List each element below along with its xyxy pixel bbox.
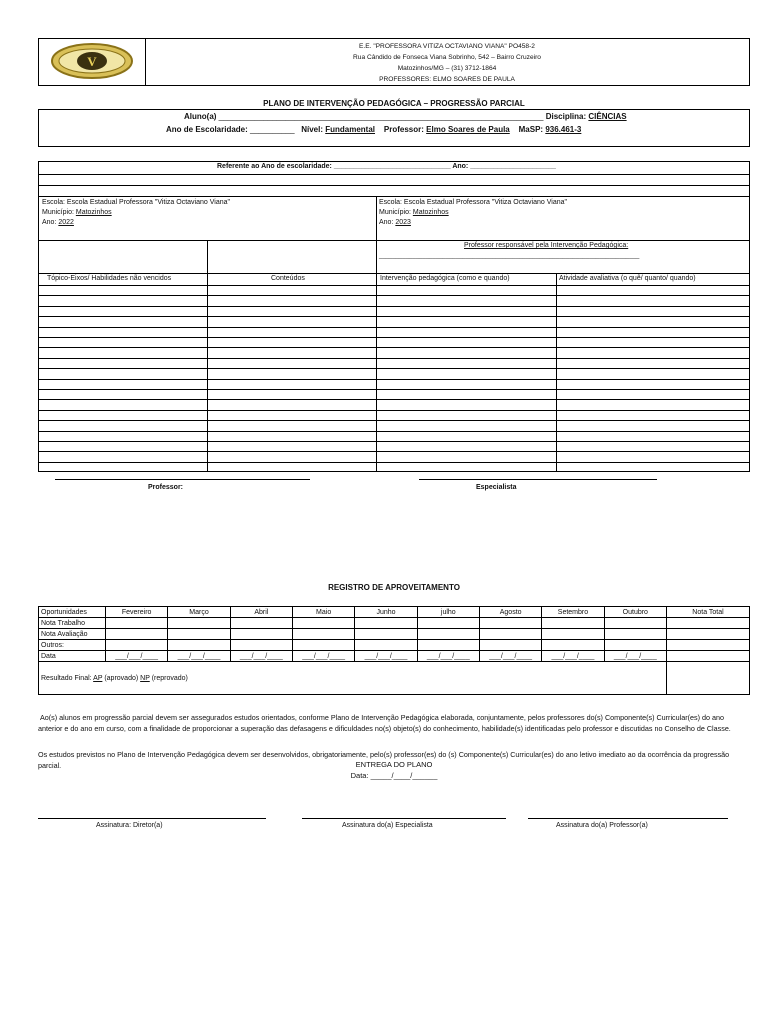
registro-cell[interactable] bbox=[355, 629, 417, 640]
table-row-line[interactable] bbox=[39, 389, 749, 390]
registro-cell[interactable] bbox=[106, 618, 168, 629]
registro-cell[interactable] bbox=[542, 629, 604, 640]
np-option[interactable]: NP bbox=[140, 674, 150, 682]
table-row-line[interactable] bbox=[39, 285, 749, 286]
right-escola: Escola: Escola Estadual Professora "Vitiza Octaviano Viana" bbox=[379, 199, 567, 206]
registro-cell[interactable] bbox=[542, 640, 604, 651]
registro-cell[interactable] bbox=[292, 629, 354, 640]
registro-row-label: Nota Trabalho bbox=[39, 618, 106, 629]
aluno-label: Aluno(a) bbox=[184, 112, 217, 121]
diretor-signature-label: Assinatura: Diretor(a) bbox=[96, 822, 163, 829]
table-row-line[interactable] bbox=[39, 410, 749, 411]
table-row-line[interactable] bbox=[39, 462, 749, 463]
registro-cell[interactable] bbox=[106, 640, 168, 651]
registro-cell[interactable] bbox=[604, 629, 666, 640]
registro-header-cell: Oportunidades bbox=[39, 607, 106, 618]
aluno-line bbox=[184, 112, 627, 121]
registro-cell[interactable] bbox=[230, 629, 292, 640]
registro-cell[interactable] bbox=[417, 629, 479, 640]
diretor-signature-line[interactable] bbox=[38, 818, 266, 819]
table-row-line[interactable] bbox=[39, 399, 749, 400]
registro-cell[interactable] bbox=[417, 618, 479, 629]
registro-title: REGISTRO DE APROVEITAMENTO bbox=[328, 583, 460, 592]
professor2-signature-line[interactable] bbox=[528, 818, 728, 819]
registro-header-cell: Março bbox=[168, 607, 230, 618]
referente-field[interactable]: ______________________________ bbox=[333, 163, 451, 170]
intervention-table bbox=[38, 161, 750, 472]
col-header-atividade: Atividade avaliativa (o quê/ quanto/ quando) bbox=[559, 275, 696, 282]
especialista2-signature-line[interactable] bbox=[302, 818, 506, 819]
plan-title: PLANO DE INTERVENÇÃO PEDAGÓGICA – PROGRESSÃO PARCIAL bbox=[263, 99, 525, 108]
registro-cell[interactable]: ___/___/____ bbox=[230, 651, 292, 662]
professor-value: Elmo Soares de Paula bbox=[426, 125, 510, 134]
col-header-conteudos: Conteúdos bbox=[271, 275, 305, 282]
student-info-box bbox=[38, 109, 750, 147]
registro-cell[interactable] bbox=[168, 640, 230, 651]
right-school-block: Escola: Escola Estadual Professora "Vitiza Octaviano Viana" Município: Matozinhos Ano: 2023 bbox=[379, 199, 567, 226]
table-row-line[interactable] bbox=[39, 368, 749, 369]
registro-cell[interactable] bbox=[230, 618, 292, 629]
registro-header-cell: julho bbox=[417, 607, 479, 618]
registro-cell[interactable] bbox=[292, 618, 354, 629]
ap-option[interactable]: AP bbox=[93, 674, 103, 682]
professor-signature-line[interactable] bbox=[55, 479, 310, 480]
referente-line: Referente ao Ano de escolaridade: ______________________________ Ano: ______________________ bbox=[217, 163, 556, 170]
registro-row-label: Outros: bbox=[39, 640, 106, 651]
paragraph-estudos: Ao(s) alunos em progressão parcial devem ser assegurados estudos orientados, conforme Plano de Intervenção Pedagógica elaborada, conjuntamente, pelos professores do(s) Componente(s) Curricular(es) do ano anterior e do ano em curso, com a finalidade de proporcionar a superação das defasagens e dificuldades no(s) objeto(s) do conhecimento, habilidade(s) identificadas pelo professor e discutidas no Conselho de Classe. bbox=[38, 713, 731, 733]
registro-cell[interactable]: ___/___/____ bbox=[479, 651, 541, 662]
registro-cell[interactable]: ___/___/____ bbox=[604, 651, 666, 662]
nivel-value: Fundamental bbox=[325, 125, 376, 134]
registro-cell[interactable]: ___/___/____ bbox=[292, 651, 354, 662]
especialista-signature-line[interactable] bbox=[419, 479, 657, 480]
disciplina-label: Disciplina: bbox=[545, 112, 587, 121]
professor-signature-label: Professor: bbox=[148, 484, 184, 491]
disciplina-value: CIÊNCIAS bbox=[588, 112, 627, 121]
table-row-line[interactable] bbox=[39, 431, 749, 432]
registro-cell[interactable] bbox=[604, 640, 666, 651]
left-school-block: Escola: Escola Estadual Professora "Vitiza Octaviano Viana" Município: Matozinhos Ano: 2022 bbox=[42, 199, 230, 226]
registro-cell[interactable] bbox=[168, 629, 230, 640]
school-name: E.E. "PROFESSORA VITIZA OCTAVIANO VIANA" PO458-2 bbox=[359, 43, 535, 50]
registro-cell[interactable] bbox=[479, 618, 541, 629]
nivel-label: Nível: bbox=[301, 125, 323, 134]
masp-label: MaSP: bbox=[518, 125, 544, 134]
school-address: Rua Cândido de Fonseca Viana Sobrinho, 542 – Bairro Cruzeiro bbox=[353, 54, 541, 61]
registro-header-cell: Junho bbox=[355, 607, 417, 618]
table-row-line[interactable] bbox=[39, 337, 749, 338]
school-logo bbox=[39, 39, 145, 85]
table-row-line[interactable] bbox=[39, 358, 749, 359]
registro-cell[interactable] bbox=[479, 640, 541, 651]
registro-cell[interactable] bbox=[667, 651, 750, 662]
entrega-date[interactable]: Data: _____/____/______ bbox=[350, 771, 438, 780]
registro-cell[interactable] bbox=[230, 640, 292, 651]
registro-header-cell: Maio bbox=[292, 607, 354, 618]
table-row-line[interactable] bbox=[39, 295, 749, 296]
paragraph-previstos: Os estudos previstos no Plano de Intervenção Pedagógica devem ser desenvolvidos, obrigatoriamente, pelo(s) professor(es) do (s) Componente(s) Curricular(es) do ano letivo imediato ao da ocorrência da progressão parcial. bbox=[38, 750, 730, 770]
registro-row-label: Data bbox=[39, 651, 106, 662]
referente-ano-field[interactable]: ______________________ bbox=[470, 163, 556, 170]
registro-cell[interactable] bbox=[667, 629, 750, 640]
left-escola: Escola: Escola Estadual Professora "Vitiza Octaviano Viana" bbox=[42, 199, 230, 206]
table-row-line[interactable] bbox=[39, 451, 749, 452]
registro-header-cell: Outubro bbox=[604, 607, 666, 618]
table-row-line[interactable] bbox=[39, 327, 749, 328]
registro-cell[interactable] bbox=[355, 640, 417, 651]
registro-cell[interactable]: ___/___/____ bbox=[417, 651, 479, 662]
registro-cell[interactable] bbox=[355, 618, 417, 629]
registro-cell[interactable] bbox=[417, 640, 479, 651]
table-row-line[interactable] bbox=[39, 441, 749, 442]
registro-header-cell: Nota Total bbox=[667, 607, 750, 618]
table-row-line[interactable] bbox=[39, 347, 749, 348]
registro-header-cell: Agosto bbox=[479, 607, 541, 618]
registro-header-cell: Setembro bbox=[542, 607, 604, 618]
professor-label: Professor: bbox=[383, 125, 424, 134]
left-municipio: Matozinhos bbox=[75, 209, 112, 216]
registro-cell[interactable] bbox=[667, 618, 750, 629]
professor2-signature-label: Assinatura do(a) Professor(a) bbox=[556, 822, 648, 829]
table-row-line[interactable] bbox=[39, 306, 749, 307]
registro-cell[interactable] bbox=[667, 640, 750, 651]
right-municipio: Matozinhos bbox=[412, 209, 449, 216]
col-header-intervencao: Intervenção pedagógica (como e quando) bbox=[380, 275, 510, 282]
registro-cell[interactable]: ___/___/____ bbox=[106, 651, 168, 662]
registro-row-label: Nota Avaliação bbox=[39, 629, 106, 640]
registro-header-cell: Fevereiro bbox=[106, 607, 168, 618]
registro-cell[interactable] bbox=[604, 618, 666, 629]
table-row-line[interactable] bbox=[39, 379, 749, 380]
prof-responsavel-field[interactable]: ______________________________________________________________________________ bbox=[379, 253, 640, 259]
registro-cell[interactable] bbox=[292, 640, 354, 651]
masp-value: 936.461-3 bbox=[545, 125, 582, 134]
school-professors: PROFESSORES: ELMO SOARES DE PAULA bbox=[379, 76, 515, 83]
school-city-phone: Matozinhos/MG – (31) 3712-1864 bbox=[397, 65, 497, 72]
prof-responsavel-label: Professor responsável pela Intervenção Pedagógica: bbox=[464, 242, 629, 249]
resultado-total-cell[interactable] bbox=[667, 662, 750, 695]
table-row-line[interactable] bbox=[39, 316, 749, 317]
entrega-title: ENTREGA DO PLANO bbox=[355, 760, 433, 769]
registro-cell[interactable] bbox=[479, 629, 541, 640]
registro-header-cell: Abril bbox=[230, 607, 292, 618]
especialista2-signature-label: Assinatura do(a) Especialista bbox=[342, 822, 433, 829]
registro-table bbox=[38, 606, 750, 695]
especialista-signature-label: Especialista bbox=[476, 484, 517, 491]
registro-cell[interactable] bbox=[168, 618, 230, 629]
aluno-field[interactable]: _________________________________________________________________________ bbox=[218, 112, 544, 121]
table-row-line[interactable] bbox=[39, 420, 749, 421]
registro-cell[interactable] bbox=[542, 618, 604, 629]
col-header-topico: Tópico-Eixos/ Habilidades não vencidos bbox=[47, 275, 172, 282]
registro-cell[interactable]: ___/___/____ bbox=[168, 651, 230, 662]
registro-cell[interactable]: ___/___/____ bbox=[542, 651, 604, 662]
resultado-final-cell: Resultado Final: AP (aprovado) NP (reprovado) bbox=[39, 662, 667, 695]
registro-cell[interactable] bbox=[106, 629, 168, 640]
registro-cell[interactable]: ___/___/____ bbox=[355, 651, 417, 662]
document-header bbox=[38, 38, 750, 86]
ano-escolaridade-label: Ano de Escolaridade: bbox=[166, 125, 248, 134]
ano-line bbox=[166, 125, 581, 134]
school-logo-cell bbox=[39, 39, 146, 85]
logo-letter: V bbox=[87, 54, 97, 69]
left-ano: 2022 bbox=[58, 219, 74, 226]
right-ano: 2023 bbox=[395, 219, 411, 226]
ano-escolaridade-field[interactable]: __________ bbox=[250, 125, 295, 134]
